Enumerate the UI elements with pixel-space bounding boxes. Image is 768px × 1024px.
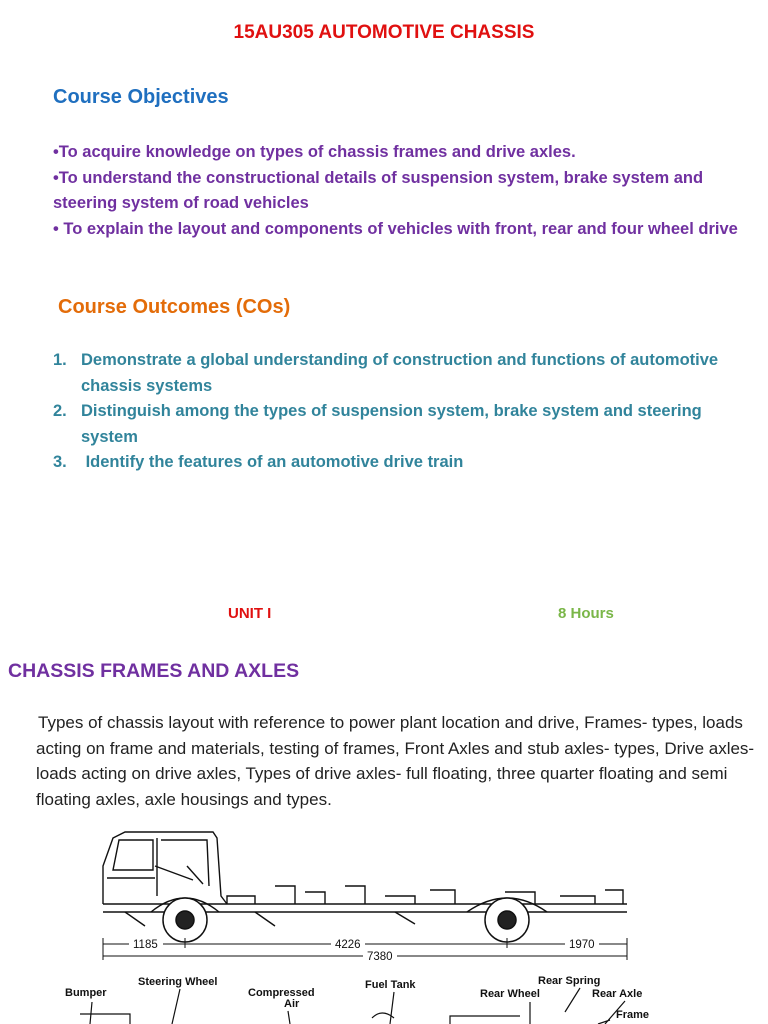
dimension-rear: 1970	[569, 939, 595, 951]
outcome-item	[53, 450, 733, 476]
label-compressed-air: Compressed	[248, 987, 315, 999]
section-heading: CHASSIS FRAMES AND AXLES	[8, 660, 300, 682]
truck-chassis-side-view-diagram	[95, 826, 635, 966]
outcome-text: Identify the features of an automotive drive train	[81, 453, 464, 471]
label-rear-spring: Rear Spring	[538, 975, 601, 987]
outcome-item	[53, 399, 733, 450]
cab-window	[113, 840, 153, 870]
outcome-number: 3.	[53, 453, 67, 471]
objectives-heading: Course Objectives	[53, 86, 229, 108]
outcomes-list	[53, 348, 733, 476]
section-paragraph: Types of chassis layout with reference to power plant location and drive, Frames- types, loads acting on frame and materials, testing of frames, Front Axles and stub axles- types, Drive axles- loads acting on drive axles, Types of drive axles- full floating, three quarter floating and semi floating axles, axle housings and types.	[36, 713, 755, 809]
chassis-components-diagram	[60, 972, 700, 1024]
objective-item: •To acquire knowledge on types of chassis frames and drive axles.	[53, 143, 576, 161]
document-title: 15AU305 AUTOMOTIVE CHASSIS	[233, 22, 535, 43]
outcomes-heading: Course Outcomes (COs)	[58, 296, 291, 318]
objective-item: • To explain the layout and components of vehicles with front, rear and four wheel drive	[53, 219, 738, 238]
outcome-text: Demonstrate a global understanding of construction and functions of automotive chassis systems	[81, 351, 719, 395]
dimension-total: 7380	[367, 951, 393, 963]
unit-label: UNIT I	[228, 605, 272, 622]
unit-hours: 8 Hours	[558, 605, 614, 622]
label-steering-wheel: Steering Wheel	[138, 976, 218, 988]
label-frame: Frame	[616, 1009, 650, 1021]
dimension-front: 1185	[133, 939, 158, 951]
outcome-number: 1.	[53, 351, 67, 369]
label-fuel-tank: Fuel Tank	[365, 979, 416, 991]
label-rear-wheel: Rear Wheel	[480, 988, 540, 1000]
dimension-wheelbase: 4226	[335, 939, 361, 951]
label-bumper: Bumper	[65, 987, 107, 999]
objective-item: •To understand the constructional details of suspension system, brake system and steering system of road vehicles	[53, 168, 704, 212]
label-compressed-air-2: Air	[284, 998, 300, 1010]
outcome-item	[53, 348, 733, 399]
outcome-number: 2.	[53, 402, 67, 420]
steering-column	[155, 866, 203, 884]
outcome-text: Distinguish among the types of suspension system, brake system and steering system	[81, 402, 702, 446]
objectives-list	[53, 140, 743, 242]
label-rear-axle: Rear Axle	[592, 988, 643, 1000]
